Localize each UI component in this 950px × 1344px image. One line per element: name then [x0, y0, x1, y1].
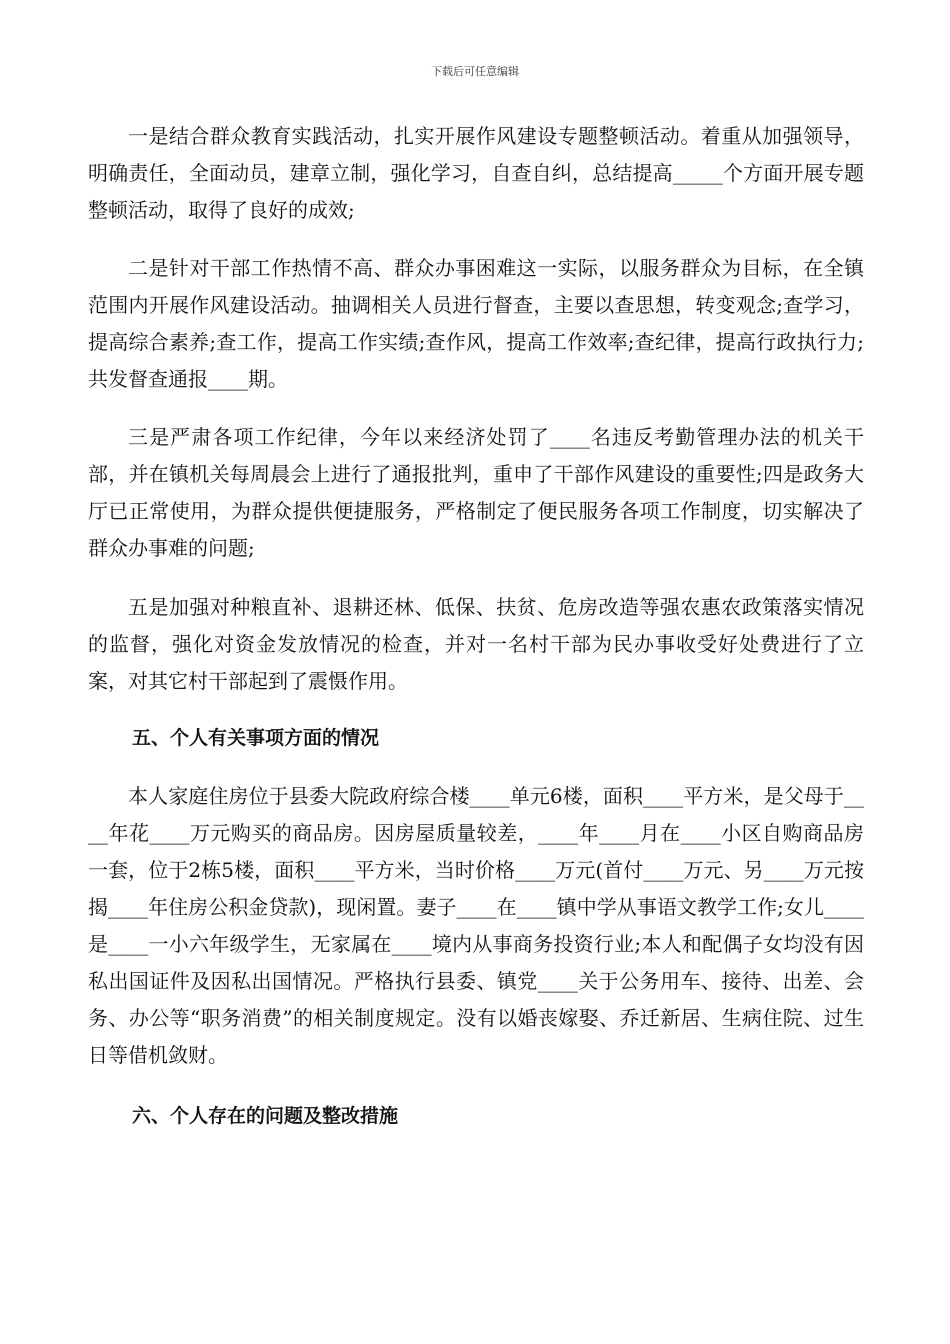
paragraph-4: 五是加强对种粮直补、退耕还林、低保、扶贫、危房改造等强农惠农政策落实情况的监督，强化对资金发放情况的检查，并对一名村干部为民办事收受好处费进行了立案，对其它村干部起到了震慑作用。 [88, 595, 864, 693]
paragraph-2: 二是针对干部工作热情不高、群众办事困难这一实际，以服务群众为目标，在全镇范围内开展作风建设活动。抽调相关人员进行督查，主要以查思想，转变观念;查学习，提高综合素养;查工作，提高工作实绩;查作风，提高工作效率;查纪律，提高行政执行力;共发督查通报____期。 [88, 256, 864, 391]
document-body [88, 118, 864, 1160]
section-heading-5: 五、个人有关事项方面的情况 [132, 727, 380, 749]
paragraph-5: 本人家庭住房位于县委大院政府综合楼____单元6楼，面积____平方米，是父母于____年花____万元购买的商品房。因房屋质量较差，____年____月在____小区自购商品房一套，位于2栋5楼，面积____平方米，当时价格____万元(首付____万元、另____万元按揭____年住房公积金贷款)，现闲置。妻子____在____镇中学从事语文教学工作;女儿____是____一小六年级学生，无家属在____境内从事商务投资行业;本人和配偶子女均没有因私出国证件及因私出国情况。严格执行县委、镇党____关于公务用车、接待、出差、会务、办公等“职务消费”的相关制度规定。没有以婚丧嫁娶、乔迁新居、生病住院、过生日等借机敛财。 [88, 784, 864, 1067]
page-header: 下载后可任意编辑 [431, 65, 519, 78]
section-heading-6: 六、个人存在的问题及整改措施 [132, 1105, 399, 1127]
paragraph-3: 三是严肃各项工作纪律，今年以来经济处罚了____名违反考勤管理办法的机关干部，并在镇机关每周晨会上进行了通报批判，重申了干部作风建设的重要性;四是政务大厅已正常使用，为群众提供便捷服务，严格制定了便民服务各项工作制度，切实解决了群众办事难的问题; [88, 425, 864, 560]
paragraph-1: 一是结合群众教育实践活动，扎实开展作风建设专题整顿活动。着重从加强领导，明确责任，全面动员，建章立制，强化学习，自查自纠，总结提高_____个方面开展专题整顿活动，取得了良好的成效; [88, 124, 864, 222]
